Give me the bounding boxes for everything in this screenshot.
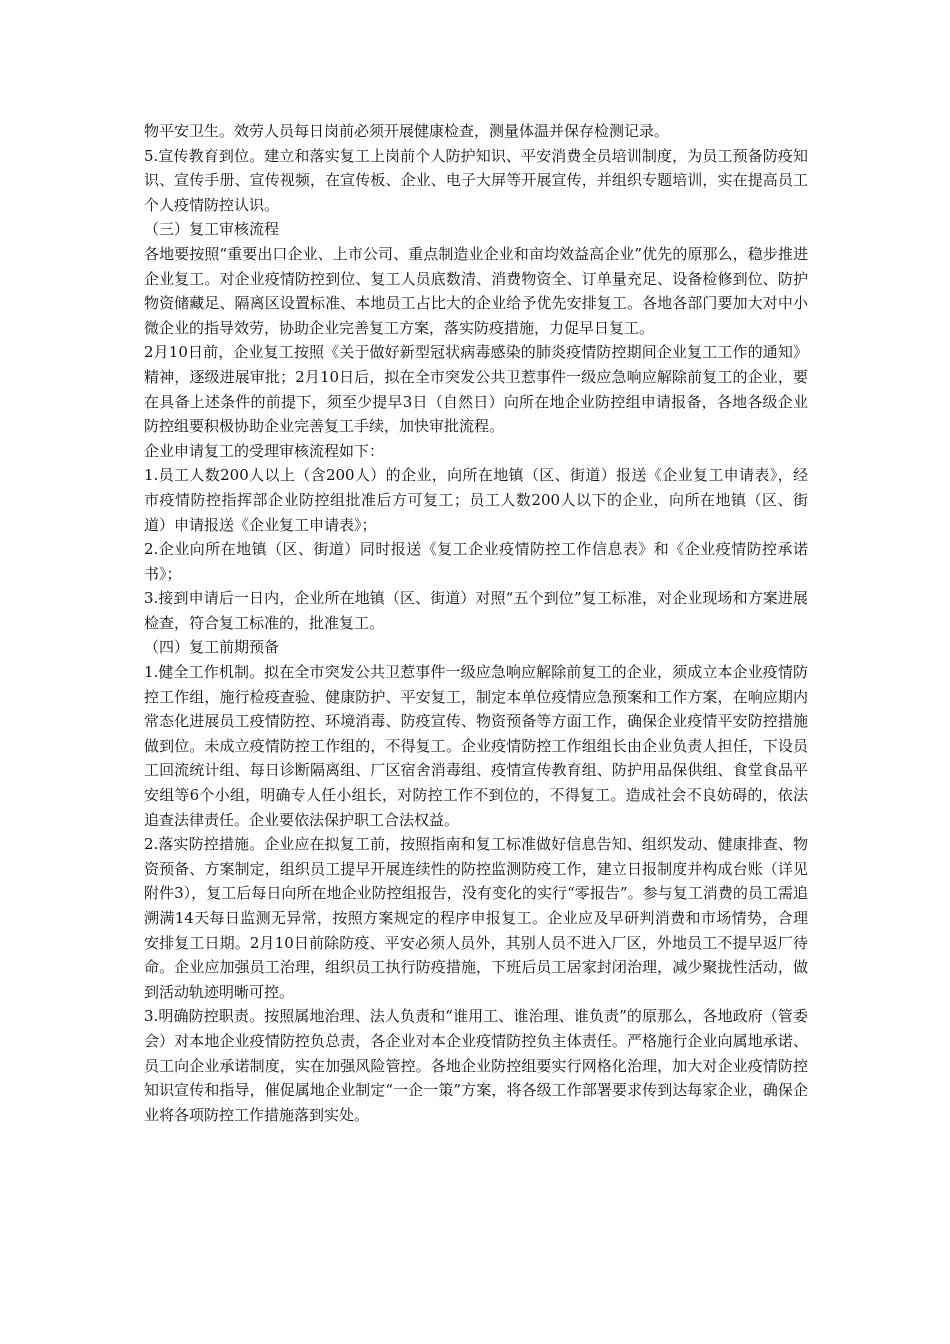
paragraph-continuation: 物平安卫生。效劳人员每日岗前必须开展健康检查，测量体温并保存检测记录。 <box>144 122 670 140</box>
paragraph-responsibilities: 3.明确防控职责。按照属地治理、法人负责和“谁用工、谁治理、谁负责”的原那么，各地政府（管委会）对本地企业疫情防控负总责，各企业对本企业疫情防控负主体责任。严格施行企业向属地承诺、员工向企业承诺制度，实在加强风险管控。各地企业防控组要实行网格化治理，加大对企业疫情防控知识宣传和指导，催促属地企业制定“一企一策”方案，将各级工作部署要求传到达每家企业，确保企业将各项防控工作措施落到实处。 <box>144 1007 808 1124</box>
paragraph-step-3: 3.接到申请后一日内，企业所在地镇（区、街道）对照“五个到位”复工标准，对企业现场和方案进展检查，符合复工标准的，批准复工。 <box>144 589 808 632</box>
section-heading-review-process: （三）复工审核流程 <box>144 220 280 239</box>
paragraph-process-intro: 企业申请复工的受理审核流程如下： <box>144 441 385 460</box>
paragraph-step-1: 1.员工人数200人以上（含200人）的企业，向所在地镇（区、街道）报送《企业复工申请表》，经市疫情防控指挥部企业防控组批准后方可复工；员工人数200人以下的企业，向所在地镇（区、街道）申请报送《企业复工申请表》； <box>144 466 808 534</box>
section-heading-preparation: （四）复工前期预备 <box>144 638 280 657</box>
paragraph-step-2: 2.企业向所在地镇（区、街道）同时报送《复工企业疫情防控工作信息表》和《企业疫情防控承诺书》； <box>144 540 808 583</box>
document-body <box>144 119 808 1127</box>
paragraph-approval-before-after-feb10: 2月10日前，企业复工按照《关于做好新型冠状病毒感染的肺炎疫情防控期间企业复工工作的通知》精神，逐级进展审批；2月10日后，拟在全市突发公共卫惹事件一级应急响应解除前复工的企业，要在具备上述条件的前提下，须至少提早3日（自然日）向所在地企业防控组申请报备，各地各级企业防控组要积极协助企业完善复工手续，加快审批流程。 <box>144 343 808 436</box>
paragraph-priority-principle: 各地要按照“重要出口企业、上市公司、重点制造业企业和亩均效益高企业”优先的原那么，稳步推进企业复工。对企业疫情防控到位、复工人员底数清、消费物资全、订单量充足、设备检修到位、防护物资储藏足、隔离区设置标准、本地员工占比大的企业给予优先安排复工。各地各部门要加大对中小微企业的指导效劳，协助企业完善复工方案，落实防疫措施，力促早日复工。 <box>144 244 808 337</box>
paragraph-publicity-education: 5.宣传教育到位。建立和落实复工上岗前个人防护知识、平安消费全员培训制度，为员工预备防疫知识、宣传手册、宣传视频，在宣传板、企业、电子大屏等开展宣传，并组织专题培训，实在提高员工个人疫情防控认识。 <box>144 146 808 214</box>
paragraph-working-mechanism: 1.健全工作机制。拟在全市突发公共卫惹事件一级应急响应解除前复工的企业，须成立本企业疫情防控工作组，施行检疫查验、健康防护、平安复工，制定本单位疫情应急预案和工作方案，在响应期内常态化进展员工疫情防控、环境消毒、防疫宣传、物资预备等方面工作，确保企业疫情平安防控措施做到位。未成立疫情防控工作组的，不得复工。企业疫情防控工作组组长由企业负责人担任，下设员工回流统计组、每日诊断隔离组、厂区宿舍消毒组、疫情宣传教育组、防护用品保供组、食堂食品平安组等6个小组，明确专人任小组长，对防控工作不到位的，不得复工。造成社会不良妨碍的，依法追查法律责任。企业要依法保护职工合法权益。 <box>144 663 808 829</box>
paragraph-control-measures: 2.落实防控措施。企业应在拟复工前，按照指南和复工标准做好信息告知、组织发动、健康排查、物资预备、方案制定，组织员工提早开展连续性的防控监测防疫工作，建立日报制度并构成台账（详见附件3），复工后每日向所在地企业防控组报告，没有变化的实行“零报告”。参与复工消费的员工需追溯满14天每日监测无异常，按照方案规定的程序申报复工。企业应及早研判消费和市场情势，合理安排复工日期。2月10日前除防疫、平安必须人员外，其别人员不进入厂区，外地员工不提早返厂待命。企业应加强员工治理，组织员工执行防疫措施，下班后员工居家封闭治理，减少聚拢性活动，做到活动轨迹明晰可控。 <box>144 835 808 1001</box>
